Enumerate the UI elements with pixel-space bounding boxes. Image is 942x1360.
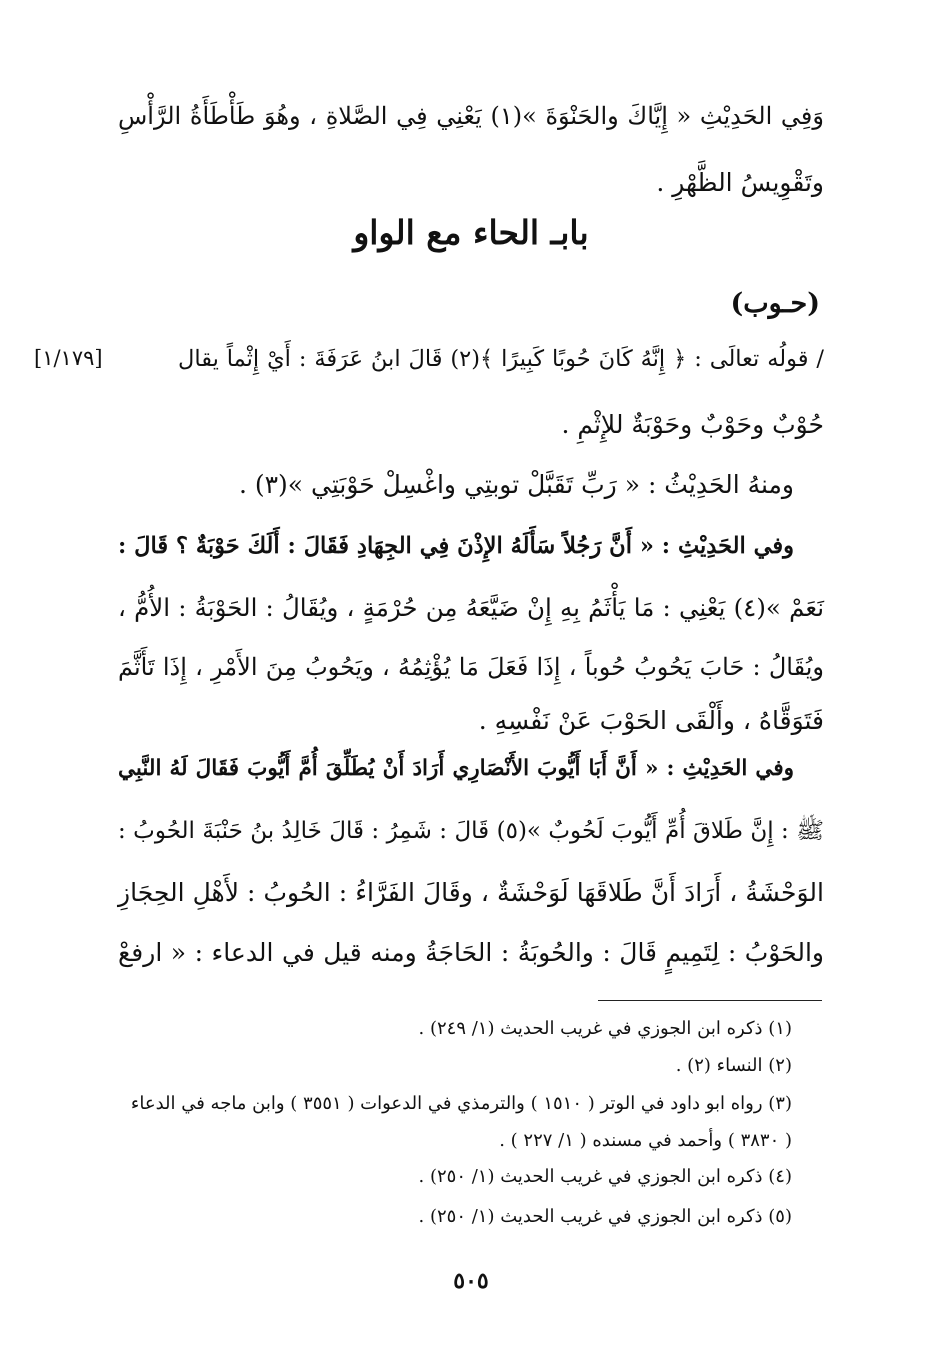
footnote: (٥) ذكره ابن الجوزي في غريب الحديث (١/ ٢٥٠) . <box>418 1206 792 1227</box>
body-line: وفي الحَدِيْثِ : « أَنَّ رَجُلاً سَأَلَهُ الإِذْنَ فِي الجِهَادِ فَقَالَ : أَلَكَ حَوْبَةٌ ؟ قَالَ : <box>118 533 794 559</box>
page-reference-marker: [١/١٧٩] <box>34 346 103 370</box>
footnote: ( ٣٨٣٠ ) وأحمد في مسنده ( ١/ ٢٢٧ ) . <box>499 1130 792 1151</box>
body-line: فَتَوَقَّاهُ ، وأَلْقَى الحَوْبَ عَنْ نَفْسِهِ . <box>478 706 824 735</box>
body-line: نَعَمْ »(٤) يَعْنِي : مَا يَأْثَمُ بِهِ إِنْ ضَيَّعَهُ مِن حُرْمَةٍ ، ويُقَالُ : الحَوْبَةُ : الأُمُّ ، <box>118 593 825 622</box>
body-line: ويُقَالُ : حَابَ يَحُوبُ حُوباً ، إِذَا فَعَلَ مَا يُؤْثِمُهُ ، ويَحُوبُ مِنَ الأَمْرِ ، إِذَا تَأَثَّمَ <box>118 653 824 681</box>
page-number: ٥٠٥ <box>453 1268 489 1294</box>
body-line: ﷺ : إِنَّ طَلاقَ أُمِّ أَيُّوبَ لَحُوبٌ »(٥) قَالَ : شَمِرُ : قَالَ خَالِدُ بنُ حَنْبَةَ الحُوبُ : <box>118 818 824 844</box>
footnote-separator <box>598 1000 822 1001</box>
chapter-heading: بابـ الحاء مع الواو <box>353 213 589 252</box>
footnote: (١) ذكره ابن الجوزي في غريب الحديث (١/ ٢٤٩) . <box>418 1018 792 1039</box>
footnote: (٣) رواه ابو داود في الوتر ( ١٥١٠ ) والترمذي في الدعوات ( ٣٥٥١ ) وابن ماجه في الدعاء <box>130 1093 792 1114</box>
body-line: والحَوْبُ : لِتَمِيمٍ قَالَ : والحُوبَةُ : الحَاجَةُ ومنه قيل في الدعاء : « ارفعْ <box>118 938 824 967</box>
footnote: (٤) ذكره ابن الجوزي في غريب الحديث (١/ ٢٥٠) . <box>418 1166 792 1187</box>
body-line: وتَقْوِيسُ الظَّهْرِ . <box>656 168 824 197</box>
body-line: وَفِي الحَدِيْثِ « إِيَّاكَ والحَنْوَةَ »(١) يَعْنِي فِي الصَّلاةِ ، وهُوَ طَأْطَأَةُ الرَّأْسِ <box>118 102 824 130</box>
footnote: (٢) النساء (٢) . <box>675 1055 792 1076</box>
body-line: وفي الحَدِيْثِ : « أَنَّ أَبَا أَيُّوبَ الأَنْصَارِي أَرَادَ أَنْ يُطَلِّقَ أُمَّ أَيُّوبَ فَقَالَ لَهُ النَّبِي <box>118 756 794 781</box>
body-line: / قولُه تعالَى : ﴿ إِنَّهُ كَانَ حُوبًا كَبِيرًا ﴾(٢) قَالَ ابنُ عَرَفَةَ : أَيْ إِثْماً يقال <box>178 346 824 372</box>
entry-root: (حـوب) <box>730 288 820 319</box>
body-line: ومنهُ الحَدِيْثُ : « رَبِّ تَقَبَّلْ توبتِي واغْسِلْ حَوْبَتِي »(٣) . <box>238 470 794 499</box>
body-line: حُوْبٌ وحَوْبٌ وحَوْبَةٌ للإِثْمِ . <box>561 410 824 439</box>
body-line: الوَحْشَةُ ، أَرَادَ أَنَّ طَلاقَهَا لَوَحْشَةٌ ، وقَالَ الفَرَّاءُ : الحُوبُ : لأَهْلِ الحِجَازِ <box>118 878 824 907</box>
